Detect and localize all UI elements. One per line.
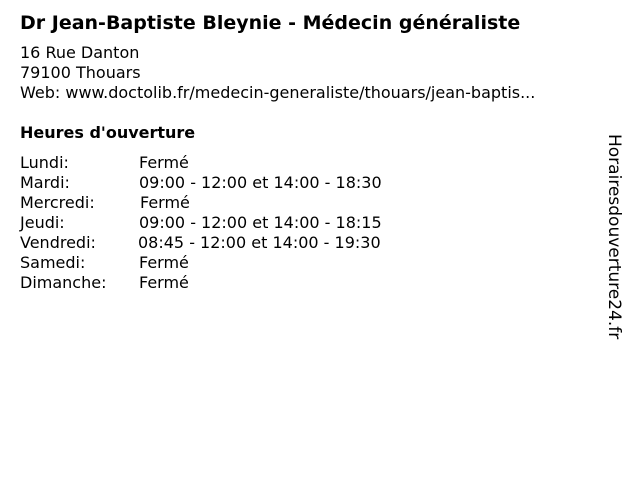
hours-heading: Heures d'ouverture — [20, 123, 196, 142]
city-postcode: 79100 Thouars — [20, 63, 141, 82]
street-address: 16 Rue Danton — [20, 43, 140, 62]
day-label: Mercredi: — [20, 193, 95, 212]
day-label: Jeudi: — [20, 213, 65, 232]
hours-value: 08:45 - 12:00 et 14:00 - 19:30 — [138, 233, 381, 252]
website-link[interactable]: Web: www.doctolib.fr/medecin-generaliste/thouars/jean-baptis... — [20, 83, 536, 102]
day-label: Mardi: — [20, 173, 70, 192]
day-label: Dimanche: — [20, 273, 107, 292]
hours-value: Fermé — [139, 153, 189, 172]
hours-value: 09:00 - 12:00 et 14:00 - 18:15 — [139, 213, 382, 232]
hours-value: Fermé — [140, 193, 190, 212]
day-label: Vendredi: — [20, 233, 96, 252]
day-label: Samedi: — [20, 253, 86, 272]
address-block — [20, 43, 535, 103]
hours-value: Fermé — [139, 253, 189, 272]
day-label: Lundi: — [20, 153, 69, 172]
side-brand-watermark: Horairesdouverture24.fr — [604, 134, 624, 340]
hours-value: 09:00 - 12:00 et 14:00 - 18:30 — [139, 173, 382, 192]
page-title: Dr Jean-Baptiste Bleynie - Médecin généraliste — [20, 12, 521, 34]
hours-value: Fermé — [139, 273, 189, 292]
